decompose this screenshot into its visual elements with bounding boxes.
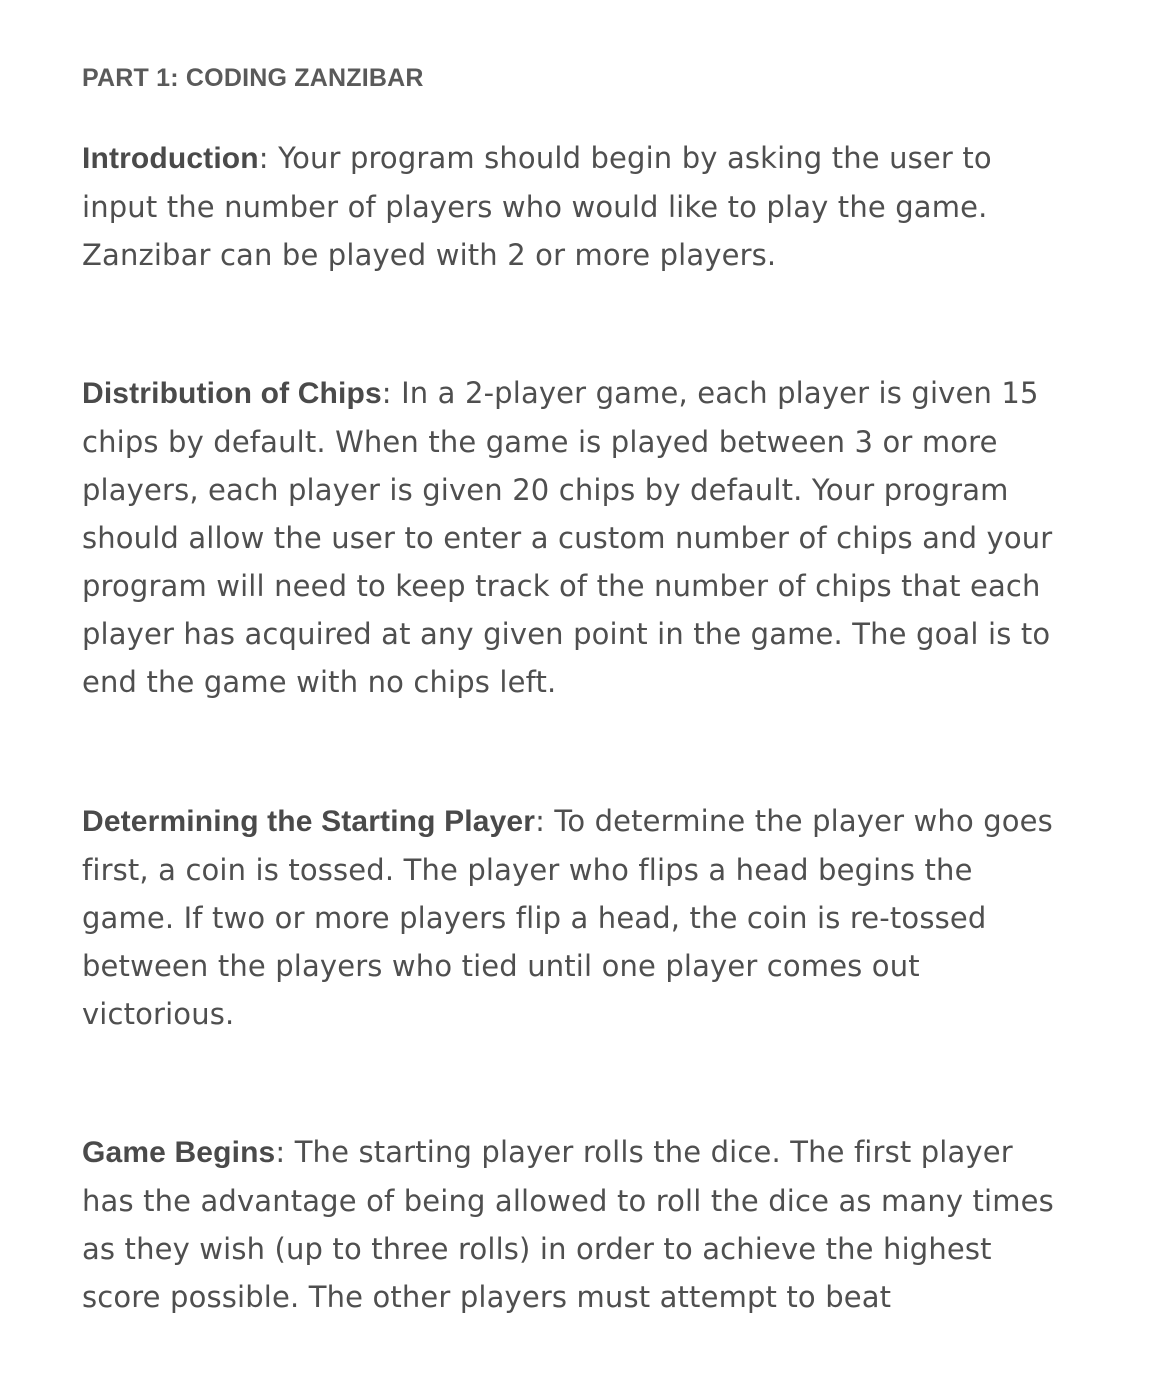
section-text: The starting player rolls the dice. The first player has the advantage of being allowed to roll the dice as many times as they wish (up to three rolls) in order to achieve the highest score possible. The other players must attempt to beat bbox=[82, 1135, 1054, 1314]
label-colon: : bbox=[275, 1135, 295, 1169]
section-introduction bbox=[82, 134, 1072, 279]
part-title: PART 1: CODING ZANZIBAR bbox=[82, 64, 424, 92]
section-text: Your program should begin by asking the user to input the number of players who would like to play the game. Zanzibar can be played with 2 or more players. bbox=[82, 141, 992, 272]
section-label: Introduction bbox=[82, 142, 259, 175]
section-determining-starting-player bbox=[82, 797, 1072, 1038]
section-label: Distribution of Chips bbox=[82, 377, 382, 410]
section-label: Game Begins bbox=[82, 1136, 276, 1169]
section-text: To determine the player who goes first, a coin is tossed. The player who flips a head begins the game. If two or more players flip a head, the coin is re-tossed between the players who tied until one player comes out victorious. bbox=[82, 804, 1053, 1031]
label-colon: : bbox=[535, 804, 555, 838]
section-text: In a 2-player game, each player is given 15 chips by default. When the game is played between 3 or more players, each player is given 20 chips by default. Your program should allow the user to enter a custom number of chips and your program will need to keep track of the number of chips that each player has acquired at any given point in the game. The goal is to end the game with no chips left. bbox=[82, 376, 1053, 699]
section-distribution-of-chips bbox=[82, 369, 1072, 706]
label-colon: : bbox=[258, 141, 279, 175]
section-label: Determining the Starting Player bbox=[82, 805, 536, 838]
section-game-begins bbox=[82, 1128, 1072, 1321]
label-colon: : bbox=[381, 376, 402, 410]
